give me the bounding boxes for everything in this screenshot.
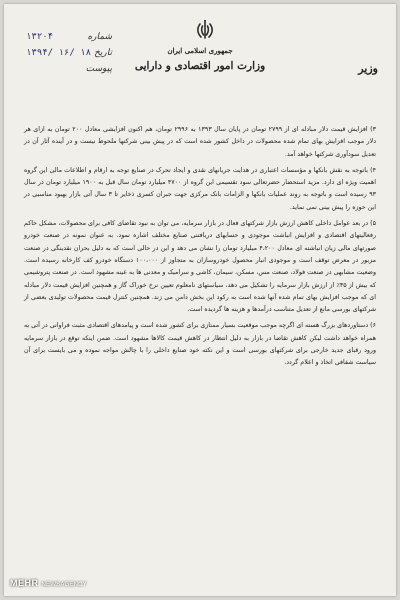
watermark-agency: NEWSAGENCY [41, 582, 87, 588]
date-label: تاریخ [94, 48, 112, 58]
date-row [26, 48, 112, 64]
ministry-title: وزارت امور اقتصادی و دارایی [134, 60, 266, 72]
mehr-news-watermark [10, 578, 87, 588]
iran-emblem-icon [193, 18, 217, 42]
date-value: ۱۳۹۴/ ۱۶/ ۱۸ [26, 48, 92, 58]
republic-title: جمهوری اسلامی ایران [167, 46, 233, 55]
paragraph-3: ۳) افزایش قیمت دلار مبادله ای از ۲۷۹۹ تومان در پایان سال ۱۳۹۳ به ۲۹۹۶ تومان، هم اکنون افزایشی معادل ۲۰۰ تومان به ازای هر دلار موجب افزایش بهای تمام شده محصولات در داخل کشور شده است که در پیش بینی شرکتها ملحوظ نیست و در آینده آثار آن در تعدیل سودآوری شرکتها خواهد آمد. [24, 126, 376, 158]
paragraph-5: ۵) در بعد عوامل داخلی کاهش ارزش بازار شرکتهای فعال در بازار سرمایه، می توان به نبود تقاضای کافی برای محصولات، مشکل حاکم رفعالیتهای اقتصادی و افزایش انباشت موجودی و حسابهای دریافتنی صنایع مختلف اشاره نمود. به عنوان نمونه در صنعت خودرو صورتهای مالی زیان انباشته ای معادل ۴،۲۰۰ میلیارد تومان را نشان می دهد و این در حالی است که به دلیل بحران نقدینگی در صنعت مزبور در معرض توقف است و موجودی انبار محصول خودروسازان به متجاوز از ۱۰۰،۰۰۰ دستگاه خودرو کف کارخانه رسیده است. وضعیت مشابهی در صنعت فولاد، صنعت مس، مسکن، سیمان، کاشی و سرامیک و معدنی ها به عینه مشهود است. در صنعت پتروشیمی که بیش از ۳۵٪ از ارزش بازار سرمایه را تشکیل می دهد، سیاستهای نامعلوم تعیین نرخ خوراک گاز و همچنین افزایش قیمت دلار مبادله ای که موجب افزایش بهای تمام شده آنها شده است به رکود این بخش دامن می زند. همچنین کنترل قیمت محصولات تولیدی بعضی از شرکتهای بورسی مانع از تعدیل متناسب درآمدها و هزینه ها گردیده است. [24, 220, 376, 314]
letter-metadata [26, 32, 112, 80]
paragraph-6: ۶) دستاوردهای بزرگ هسته ای اگرچه موجب موقعیت بسیار ممتازی برای کشور شده است و پیامدهای اقتصادی مثبت فراوانی در آتی به همراه خواهد داشت لیکن کاهش تقاضا در بازار به دلیل انتظار در کاهش قیمت کالاها مشهود است. ضمن اینکه توقع در بازار سرمایه ورود رقبای جدید خارجی برای شرکتهای بورسی است و این نکته خود صنایع داخلی را با چالش مواجه نموده و می بایست برای آن سیاست شفافی اتخاذ و اعلام گردد. [24, 322, 376, 367]
watermark-brand: MEHR [10, 578, 39, 588]
minister-title: وزیر [358, 62, 378, 75]
number-value: ۱۳۲۰۴ [26, 32, 54, 42]
letter-body [24, 124, 376, 558]
attachment-label: پیوست [85, 64, 112, 74]
paragraph-4: ۴) باتوجه به نقش بانکها و مؤسسات اعتباری در هدایت جریانهای نقدی و ایجاد تحرک در صنایع توجه به ارقام و اطلاعات مالی این گروه اهمیت ویژه ای دارد. مزید استحضار حضرتعالی سود تقسیمی این گروه از ۴۷۰۰ میلیارد تومان سال قبل به ۱۹۰۰ میلیارد تومان در سال ۹۳ رسیده است و باتوجه به روند عملیات بانکها و الزامات بانک مرکزی جهت جبران کسری ذخایر تا ۳ سال آتی بازار بهبود مناسبی در این حوزه را پیش بینی نمی نماید. [24, 166, 377, 211]
number-label: شماره [87, 32, 112, 42]
number-row [26, 32, 112, 48]
letter-page [4, 4, 396, 596]
attachment-row [26, 64, 112, 80]
